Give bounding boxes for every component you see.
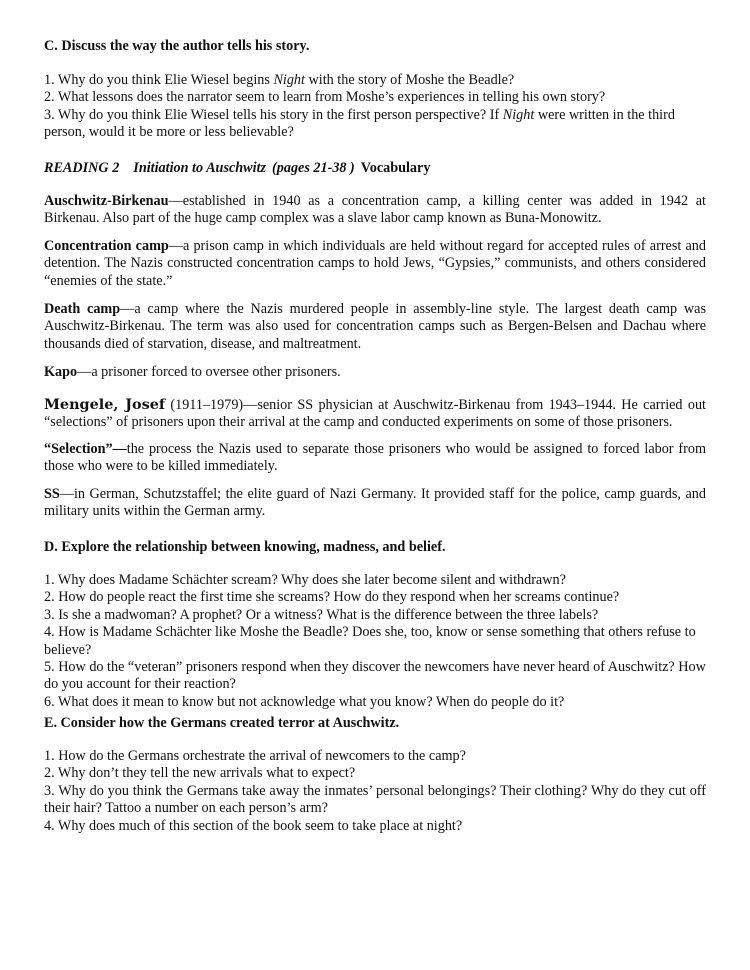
vocab-entry <box>44 301 706 353</box>
vocab-term: Mengele, Josef <box>44 396 166 413</box>
reading-pages: (pages 21-38 ) <box>272 160 355 176</box>
vocab-definition: the process the Nazis used to separate those prisoners who would be assigned to forced labor from those who were to be killed immediately. <box>44 441 706 475</box>
section-d-question: 3. Is she a madwoman? A prophet? Or a witness? What is the difference between the three labels? <box>44 606 599 623</box>
section-c-question-3: 3. Why do you think Elie Wiesel tells his story in the first person perspective? If Night were written in the third person, would it be more or less believable? <box>44 106 675 141</box>
section-d-question: 1. Why does Madame Schächter scream? Why does she later become silent and withdrawn? <box>44 572 566 588</box>
book-title-italic: Night <box>273 72 305 88</box>
vocab-term: SS <box>44 486 60 502</box>
section-d-questions <box>44 572 706 711</box>
vocab-definition: —a camp where the Nazis murdered people in assembly-line style. The largest death camp was Auschwitz-Birkenau. The term was also used for concentration camps such as Bergen-Belsen and Dachau where thousands died of starvation, disease, and maltreatment. <box>44 301 706 352</box>
vocab-entry <box>44 193 706 228</box>
vocab-term: Death camp <box>44 301 121 317</box>
reading-vocabulary-label: Vocabulary <box>360 160 431 176</box>
section-d-question: 6. What does it mean to know but not acknowledge what you know? When do people do it? <box>44 693 565 710</box>
vocab-term: Concentration camp <box>44 238 169 254</box>
vocab-term: Kapo <box>44 364 78 380</box>
vocab-entry <box>44 396 706 432</box>
section-d-heading: D. Explore the relationship between knowing, madness, and belief. <box>44 539 446 555</box>
vocab-entry <box>44 364 706 381</box>
section-d-question: 5. How do the “veteran” prisoners respond when they discover the newcomers have never heard of Auschwitz? How do you account for their reaction? <box>44 659 706 693</box>
vocab-definition: —a prisoner forced to oversee other prisoners. <box>77 364 341 380</box>
vocab-term: “Selection”— <box>44 441 127 457</box>
vocab-definition: —in German, Schutzstaffel; the elite guard of Nazi Germany. It provided staff for the police, camp guards, and military units within the German army. <box>44 486 706 520</box>
vocab-definition: (1911–1979)—senior SS physician at Auschwitz-Birkenau from 1943–1944. He carried out “selections” of prisoners upon their arrival at the camp and conducted experiments on some of those prisoners. <box>44 397 706 431</box>
reading-2-heading <box>44 160 706 177</box>
section-d-question: 2. How do people react the first time she screams? How do they respond when her screams continue? <box>44 589 620 606</box>
section-e-question: 2. Why don’t they tell the new arrivals what to expect? <box>44 765 356 782</box>
section-c-question-2: 2. What lessons does the narrator seem to learn from Moshe’s experiences in telling his own story? <box>44 89 606 106</box>
section-e-questions <box>44 748 706 835</box>
section-e-question: 3. Why do you think the Germans take away the inmates’ personal belongings? Their clothing? Why do they cut off their hair? Tattoo a number on each person’s arm? <box>44 782 706 817</box>
section-e-heading: E. Consider how the Germans created terror at Auschwitz. <box>44 715 400 731</box>
section-c-heading: C. Discuss the way the author tells his story. <box>44 38 310 54</box>
section-c-question-1: 1. Why do you think Elie Wiesel begins Night with the story of Moshe the Beadle? <box>44 72 515 88</box>
section-e-question: 1. How do the Germans orchestrate the arrival of newcomers to the camp? <box>44 748 466 764</box>
vocab-term: Auschwitz-Birkenau <box>44 193 169 209</box>
section-d-question: 4. How is Madame Schächter like Moshe the Beadle? Does she, too, know or sense something that others refuse to believe? <box>44 624 696 658</box>
vocab-definition: —a prison camp in which individuals are held without regard for accepted rules of arrest and detention. The Nazis constructed concentration camps to hold Jews, “Gypsies,” communists, and others considered “enemies of the state.” <box>44 238 706 289</box>
vocab-definition: —established in 1940 as a concentration camp, a killing center was added in 1942 at Birkenau. Also part of the huge camp complex was a slave labor camp known as Buna-Monowitz. <box>44 193 706 227</box>
vocab-entry <box>44 441 706 476</box>
book-title-italic: Night <box>502 106 535 123</box>
section-c-questions <box>44 72 706 142</box>
vocab-entry <box>44 238 706 290</box>
reading-title: Initiation to Auschwitz <box>133 160 267 176</box>
reading-label: READING 2 <box>44 160 120 176</box>
section-e-question: 4. Why does much of this section of the book seem to take place at night? <box>44 817 463 834</box>
vocab-entry <box>44 486 706 521</box>
